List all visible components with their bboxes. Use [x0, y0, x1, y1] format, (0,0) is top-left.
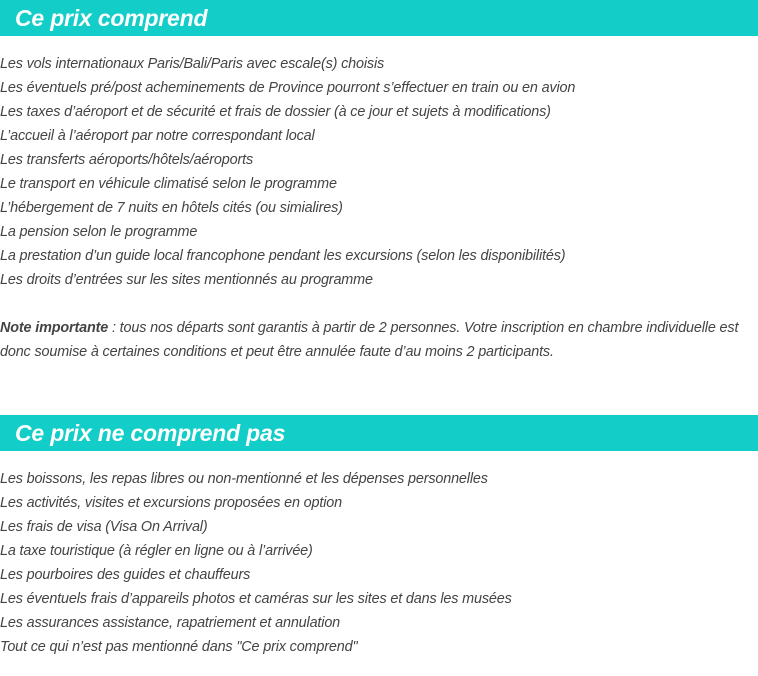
list-item: Le transport en véhicule climatisé selon le programme	[0, 176, 337, 192]
list-item: La taxe touristique (à régler en ligne ou à l’arrivée)	[0, 543, 313, 559]
important-note	[0, 316, 758, 364]
list-item: L’accueil à l’aéroport par notre correspondant local	[0, 128, 315, 144]
list-item: La prestation d’un guide local francophone pendant les excursions (selon les disponibilités)	[0, 248, 566, 264]
list-item: Les taxes d’aéroport et de sécurité et frais de dossier (à ce jour et sujets à modifications)	[0, 104, 551, 120]
list-item: Les vols internationaux Paris/Bali/Paris avec escale(s) choisis	[0, 56, 385, 72]
list-item: Les frais de visa (Visa On Arrival)	[0, 519, 208, 535]
list-item: Tout ce qui n’est pas mentionné dans "Ce prix comprend"	[0, 639, 358, 655]
list-item: Les éventuels pré/post acheminements de Province pourront s’effectuer en train ou en avion	[0, 80, 576, 96]
list-item: La pension selon le programme	[0, 224, 198, 240]
list-item: Les éventuels frais d’appareils photos et caméras sur les sites et dans les musées	[0, 591, 512, 607]
list-item: Les transferts aéroports/hôtels/aéroports	[0, 152, 254, 168]
important-note-label: Note importante	[0, 320, 109, 336]
list-item: Les boissons, les repas libres ou non-mentionné et les dépenses personnelles	[0, 471, 488, 487]
list-item: Les activités, visites et excursions proposées en option	[0, 495, 342, 511]
excluded-list	[0, 467, 512, 659]
list-item: Les droits d’entrées sur les sites mentionnés au programme	[0, 272, 373, 288]
list-item: Les assurances assistance, rapatriement et annulation	[0, 615, 341, 631]
list-item: L’hébergement de 7 nuits en hôtels cités (ou simialires)	[0, 200, 343, 216]
included-list	[0, 52, 575, 292]
list-item: Les pourboires des guides et chauffeurs	[0, 567, 251, 583]
included-section-title: Ce prix comprend	[0, 0, 758, 36]
excluded-section-title: Ce prix ne comprend pas	[0, 415, 758, 451]
important-note-text: : tous nos départs sont garantis à partir de 2 personnes. Votre inscription en chambre individuelle est donc soumise à certaines conditions et peut être annulée faute d’au moins 2 participants.	[0, 320, 739, 360]
